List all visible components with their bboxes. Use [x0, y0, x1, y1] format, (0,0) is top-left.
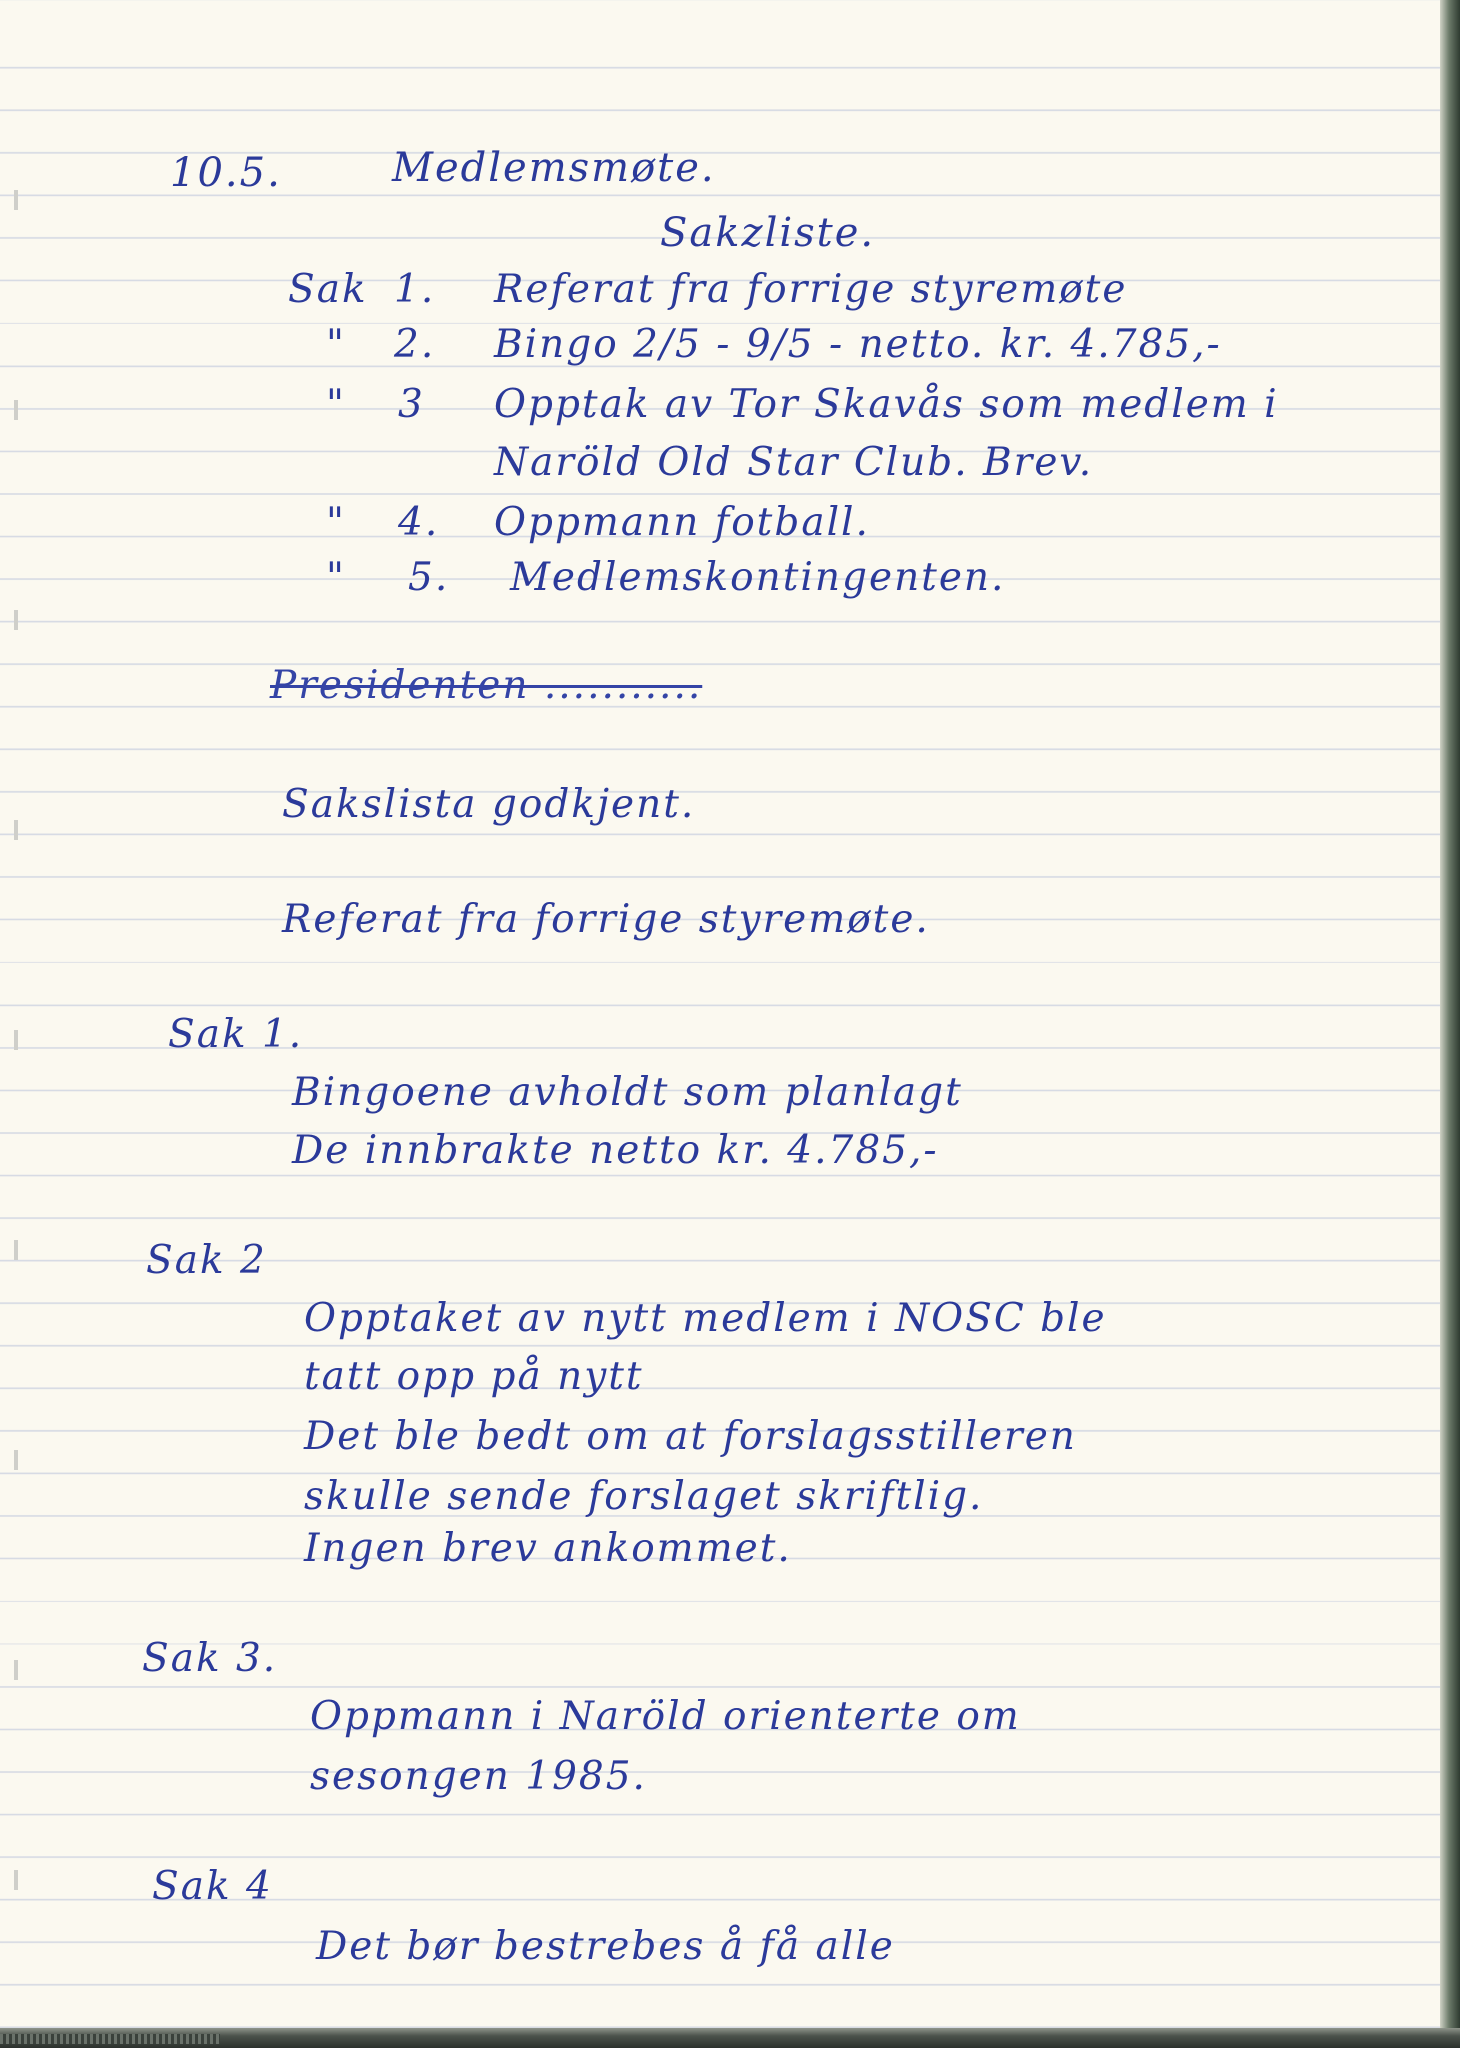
- section-line: Det ble bedt om at forslagsstilleren: [304, 1414, 1077, 1459]
- agenda-item-text: Oppmann fotball.: [494, 500, 870, 545]
- agenda-marker: ": [326, 500, 346, 545]
- section-line: Bingoene avholdt som planlagt: [292, 1070, 963, 1115]
- agenda-number: 2.: [394, 322, 436, 367]
- agenda-item-text: Referat fra forrige styremøte: [494, 267, 1128, 312]
- agenda-number: 1.: [394, 267, 436, 312]
- section-line: sesongen 1985.: [310, 1754, 647, 1799]
- body-line: Sakslista godkjent.: [282, 782, 696, 827]
- agenda-item-text: Bingo 2/5 - 9/5 - netto. kr. 4.785,-: [494, 322, 1222, 367]
- section-heading: Sak 1.: [168, 1012, 304, 1057]
- agenda-marker: ": [326, 322, 346, 367]
- section-line: Ingen brev ankommet.: [304, 1526, 792, 1571]
- section-heading: Sak 3.: [142, 1636, 278, 1681]
- margin-marks: [14, 0, 18, 2028]
- notebook-bottom-edge: [0, 2028, 1460, 2048]
- section-heading: Sak 4: [152, 1864, 273, 1909]
- section-line: Opptaket av nytt medlem i NOSC ble: [304, 1296, 1107, 1341]
- agenda-item-text: Medlemskontingenten.: [510, 555, 1006, 600]
- notebook-spine: [1440, 0, 1460, 2048]
- section-line: De innbrakte netto kr. 4.785,-: [292, 1128, 939, 1173]
- agenda-marker: ": [326, 555, 346, 600]
- meeting-date: 10.5.: [170, 150, 282, 196]
- body-line: Referat fra forrige styremøte.: [282, 897, 930, 942]
- section-line: tatt opp på nytt: [304, 1354, 644, 1399]
- agenda-marker: Sak: [288, 267, 368, 312]
- agenda-number: 3: [398, 382, 425, 427]
- agenda-heading: Sakzliste.: [660, 210, 876, 256]
- meeting-title: Medlemsmøte.: [392, 145, 716, 191]
- section-line: skulle sende forslaget skriftlig.: [304, 1474, 984, 1519]
- section-line: Det bør bestrebes å få alle: [316, 1924, 895, 1969]
- struck-through-line: Presidenten ...........: [270, 663, 703, 708]
- agenda-number: 5.: [408, 555, 450, 600]
- agenda-marker: ": [326, 382, 346, 427]
- section-heading: Sak 2: [146, 1238, 267, 1283]
- agenda-item-text: Opptak av Tor Skavås som medlem i: [494, 382, 1279, 427]
- agenda-item-text: Naröld Old Star Club. Brev.: [494, 440, 1094, 485]
- section-line: Oppmann i Naröld orienterte om: [310, 1694, 1021, 1739]
- agenda-number: 4.: [398, 500, 440, 545]
